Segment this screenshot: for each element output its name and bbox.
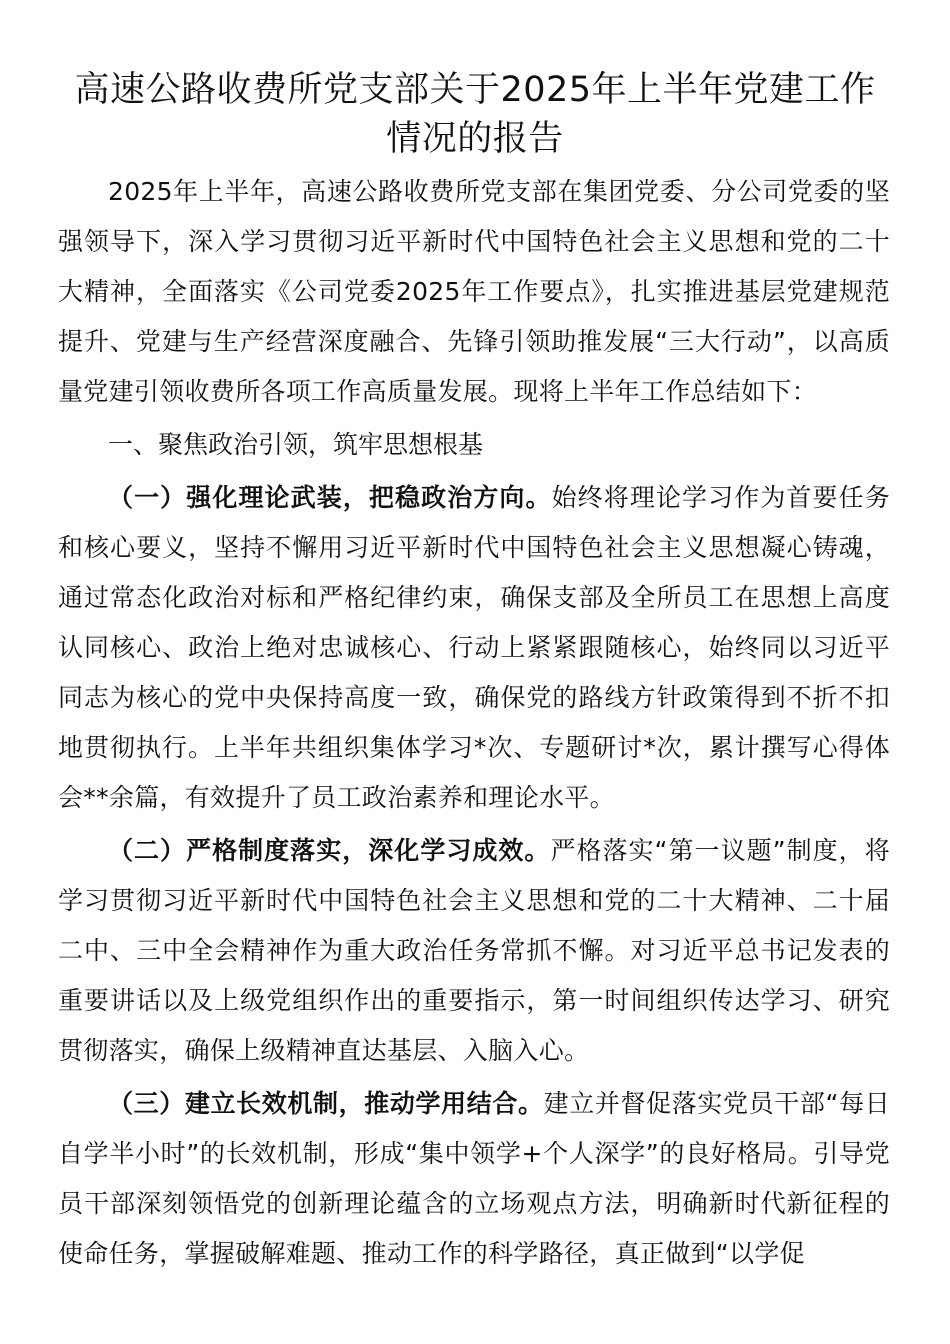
document-title: 高速公路收费所党支部关于2025年上半年党建工作情况的报告 [74, 70, 876, 159]
subsection-2-paragraph [58, 826, 890, 1076]
subsection-1-paragraph [58, 473, 890, 823]
subsection-2-lead: （二）严格制度落实，深化学习成效。 [108, 836, 551, 865]
subsection-3-text: 建立并督促落实党员干部“每日自学半小时”的长效机制，形成“集中领学+个人深学”的良好格局。引导党员干部深刻领悟党的创新理论蕴含的立场观点方法，明确新时代新征程的使命任务，掌握破解难题、推动工作的科学路径，真正做到“以学促 [58, 1089, 890, 1268]
subsection-1-lead: （一）强化理论武装，把稳政治方向。 [108, 483, 552, 512]
document-body [58, 167, 890, 1279]
subsection-3-paragraph [58, 1079, 890, 1279]
subsection-1-text: 始终将理论学习作为首要任务和核心要义，坚持不懈用习近平新时代中国特色社会主义思想凝心铸魂，通过常态化政治对标和严格纪律约束，确保支部及全所员工在思想上高度认同核心、政治上绝对忠诚核心、行动上紧紧跟随核心，始终同以习近平同志为核心的党中央保持高度一致，确保党的路线方针政策得到不折不扣地贯彻执行。上半年共组织集体学习*次、专题研讨*次，累计撰写心得体会**余篇，有效提升了员工政治素养和理论水平。 [58, 483, 890, 812]
subsection-3-lead: （三）建立长效机制，推动学用结合。 [108, 1089, 544, 1118]
section-1-heading: 一、聚焦政治引领，筑牢思想根基 [108, 430, 484, 459]
subsection-2-text: 严格落实“第一议题”制度，将学习贯彻习近平新时代中国特色社会主义思想和党的二十大精神、二十届二中、三中全会精神作为重大政治任务常抓不懈。对习近平总书记发表的重要讲话以及上级党组织作出的重要指示，第一时间组织传达学习、研究贯彻落实，确保上级精神直达基层、入脑入心。 [58, 836, 890, 1065]
intro-paragraph: 2025年上半年，高速公路收费所党支部在集团党委、分公司党委的坚强领导下，深入学习贯彻习近平新时代中国特色社会主义思想和党的二十大精神，全面落实《公司党委2025年工作要点》，扎实推进基层党建规范提升、党建与生产经营深度融合、先锋引领助推发展“三大行动”，以高质量党建引领收费所各项工作高质量发展。现将上半年工作总结如下： [58, 177, 890, 406]
